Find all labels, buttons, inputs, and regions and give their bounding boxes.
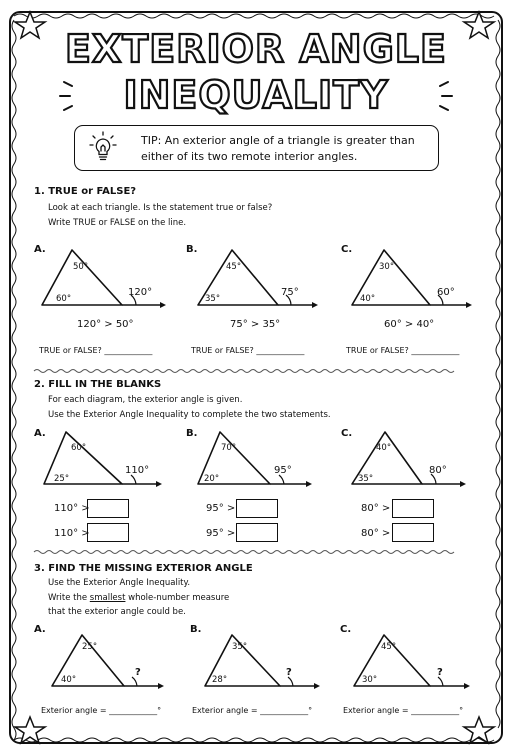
s2-a-exterior-angle: 110° — [125, 465, 150, 476]
s2-item-c-label: C. — [341, 428, 353, 439]
s1-a-answer-line[interactable]: TRUE or FALSE? ____________ — [39, 346, 153, 355]
section1-instruction-1: Look at each triangle. Is the statement true or false? — [48, 203, 273, 213]
s1-item-b-label: B. — [186, 244, 198, 255]
s3-a-left-angle: 40° — [61, 675, 77, 685]
s3-item-a-label: A. — [34, 624, 46, 635]
section3-instruction-3: that the exterior angle could be. — [48, 607, 186, 617]
s2-c-row2-label: 80° > — [361, 528, 391, 539]
s2-b-top-angle: 70° — [221, 443, 237, 453]
s1-item-c-label: C. — [341, 244, 353, 255]
section2-heading: 2. FILL IN THE BLANKS — [34, 379, 162, 390]
s1-item-a-label: A. — [34, 244, 46, 255]
s1-b-top-angle: 45° — [226, 262, 242, 272]
s1-a-top-angle: 50° — [73, 262, 89, 272]
s1-b-statement: 75° > 35° — [230, 319, 281, 330]
s2-b-row1-label: 95° > — [206, 503, 236, 514]
section2-instruction-2: Use the Exterior Angle Inequality to complete the two statements. — [48, 410, 331, 420]
s2-item-b-label: B. — [186, 428, 198, 439]
s3-c-top-angle: 45° — [381, 642, 397, 652]
s1-c-statement: 60° > 40° — [384, 319, 435, 330]
s3-b-top-angle: 35° — [232, 642, 248, 652]
s3-c-exterior-angle: ? — [437, 667, 443, 678]
s2-a-row1-label: 110° > — [54, 503, 90, 514]
section1-heading: 1. TRUE or FALSE? — [34, 186, 137, 197]
s1-c-answer-line[interactable]: TRUE or FALSE? ____________ — [346, 346, 460, 355]
title-line-1: EXTERIOR ANGLE — [65, 27, 447, 71]
s3-a-answer-line[interactable]: Exterior angle = ____________° — [41, 706, 162, 715]
s1-c-top-angle: 30° — [379, 262, 395, 272]
s2-b-exterior-angle: 95° — [274, 465, 292, 476]
s1-a-left-angle: 60° — [56, 294, 72, 304]
s2-c-row1-label: 80° > — [361, 503, 391, 514]
s2-b-row2-label: 95° > — [206, 528, 236, 539]
s3-c-answer-line[interactable]: Exterior angle = ____________° — [343, 706, 464, 715]
instruction-emphasis: smallest — [89, 593, 126, 603]
tip-line-1: TIP: An exterior angle of a triangle is greater than — [141, 134, 415, 147]
tip-line-2: either of its two remote interior angles. — [141, 150, 358, 163]
s3-b-left-angle: 28° — [212, 675, 228, 685]
s2-a-top-angle: 60° — [71, 443, 87, 453]
s2-c-left-angle: 35° — [358, 474, 374, 484]
s3-item-c-label: C. — [340, 624, 352, 635]
section2-instruction-1: For each diagram, the exterior angle is given. — [48, 395, 243, 405]
title-line-2: INEQUALITY — [123, 73, 389, 117]
instruction-text: Write the — [48, 593, 88, 603]
arrow-icon — [158, 683, 164, 689]
s1-a-exterior-angle: 120° — [128, 287, 153, 298]
arrow-icon — [464, 683, 470, 689]
s2-b-left-angle: 20° — [204, 474, 220, 484]
s2-c-top-angle: 40° — [376, 443, 392, 453]
s3-b-exterior-angle: ? — [286, 667, 292, 678]
s1-a-statement: 120° > 50° — [77, 319, 134, 330]
s2-item-a-label: A. — [34, 428, 46, 439]
section3-instruction-1: Use the Exterior Angle Inequality. — [48, 578, 191, 588]
s3-b-answer-line[interactable]: Exterior angle = ____________° — [192, 706, 313, 715]
section1-instruction-2: Write TRUE or FALSE on the line. — [48, 218, 187, 228]
s1-b-answer-line[interactable]: TRUE or FALSE? ____________ — [191, 346, 305, 355]
s3-item-b-label: B. — [190, 624, 202, 635]
s2-a-row2-label: 110° > — [54, 528, 90, 539]
s3-a-top-angle: 25° — [82, 642, 98, 652]
s3-a-exterior-angle: ? — [135, 667, 141, 678]
section3-heading: 3. FIND THE MISSING EXTERIOR ANGLE — [34, 563, 253, 574]
s2-c-exterior-angle: 80° — [429, 465, 447, 476]
s1-b-left-angle: 35° — [205, 294, 221, 304]
arrow-icon — [314, 683, 320, 689]
s1-c-left-angle: 40° — [360, 294, 376, 304]
s3-c-left-angle: 30° — [362, 675, 378, 685]
s1-b-exterior-angle: 75° — [281, 287, 299, 298]
s1-c-exterior-angle: 60° — [437, 287, 455, 298]
s2-a-left-angle: 25° — [54, 474, 70, 484]
instruction-text: whole-number measure — [128, 593, 230, 603]
